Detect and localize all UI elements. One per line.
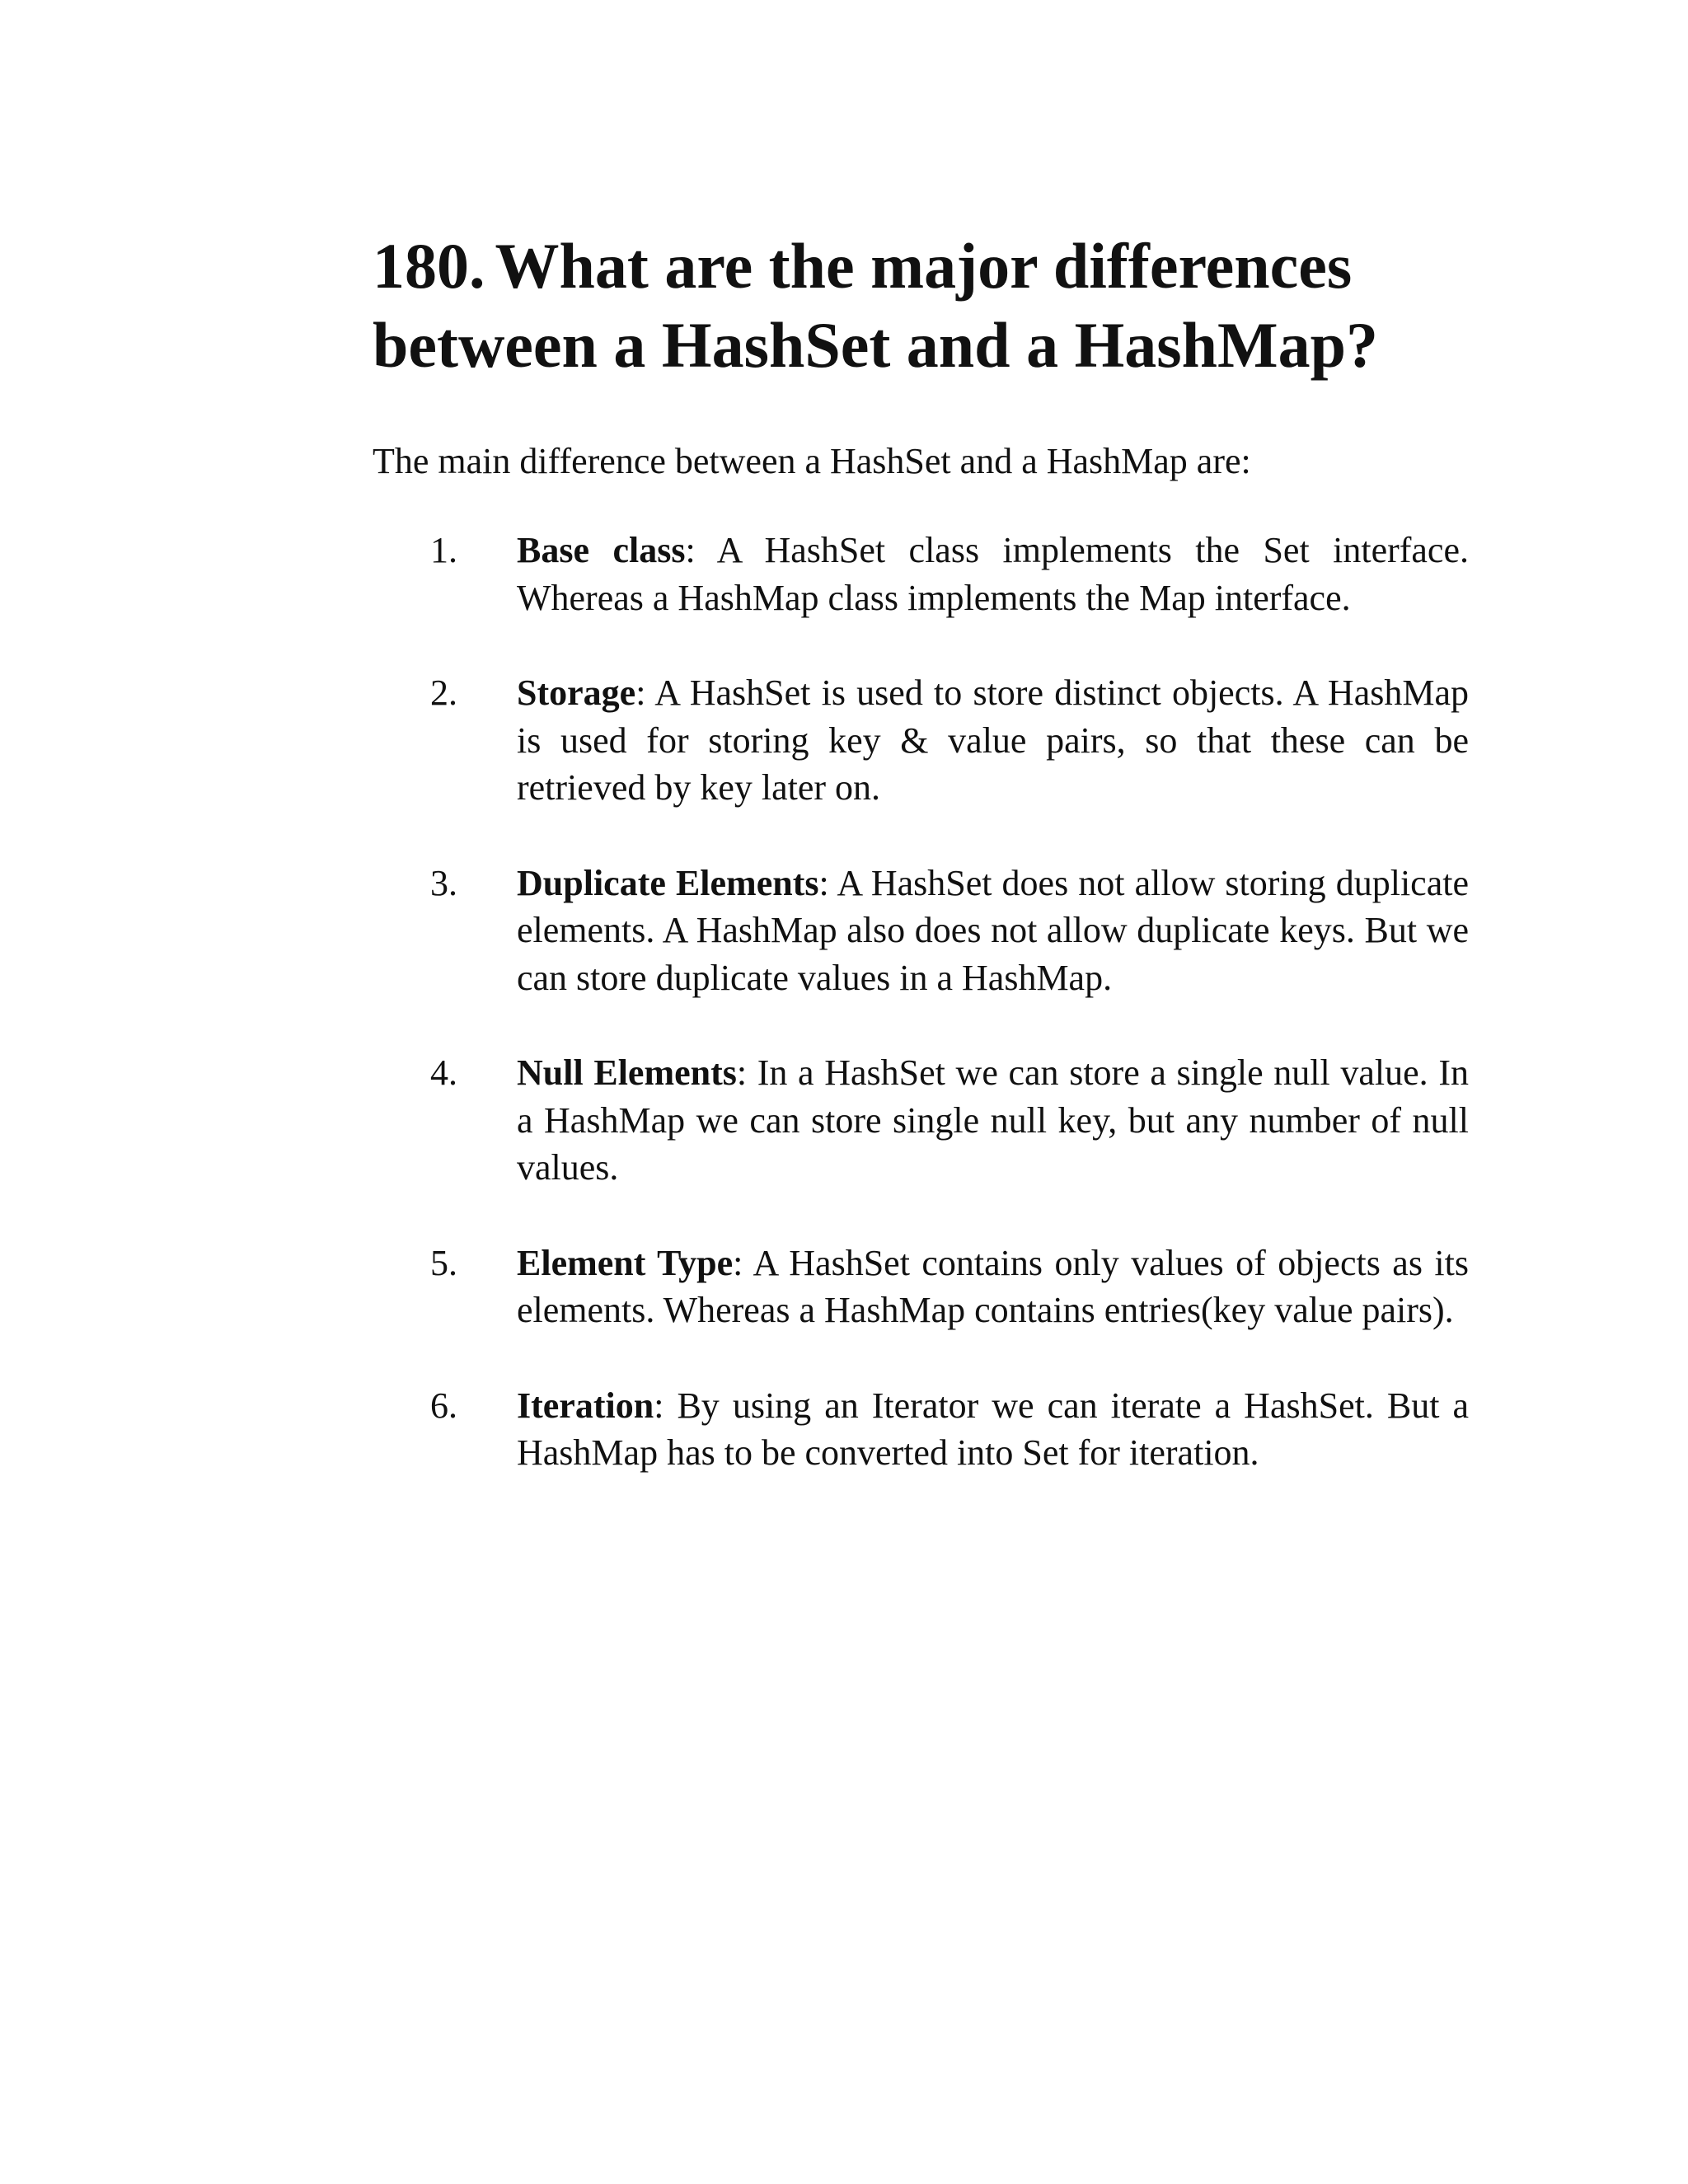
list-item-text: In a HashSet we can store a single null value. In a HashMap we can store single null key, but any number of null values.	[517, 1052, 1469, 1188]
list-item	[373, 669, 1469, 812]
list-item-separator: :	[635, 673, 646, 713]
list-item-text: A HashSet does not allow storing duplicate elements. A HashMap also does not allow duplicate keys. But we can store duplicate values in a HashMap.	[517, 862, 1469, 998]
question-number: 180.	[373, 230, 485, 302]
list-item	[373, 860, 1469, 1002]
list-item-separator: :	[818, 862, 829, 903]
difference-list	[373, 527, 1469, 1477]
list-item-body	[517, 669, 1469, 812]
list-item-separator: :	[654, 1385, 664, 1426]
list-item-number: 3.	[430, 862, 457, 903]
list-item-number: 5.	[430, 1242, 457, 1283]
list-item	[373, 527, 1469, 621]
list-item-separator: :	[685, 530, 696, 570]
list-item-text: A HashSet is used to store distinct objects. A HashMap is used for storing key & value pairs, so that these can be retrieved by key later on.	[517, 673, 1469, 808]
list-item-body	[517, 1240, 1469, 1334]
list-item-number: 1.	[430, 530, 457, 570]
list-item-number: 6.	[430, 1385, 457, 1426]
list-item-term: Iteration	[517, 1385, 654, 1426]
list-item-text: A HashSet contains only values of objects as its elements. Whereas a HashMap contains entries(key value pairs).	[517, 1242, 1469, 1330]
list-item-number: 2.	[430, 673, 457, 713]
list-item-body	[517, 1382, 1469, 1477]
list-item-body	[517, 1049, 1469, 1192]
list-item	[373, 1382, 1469, 1477]
list-item-text: By using an Iterator we can iterate a HashSet. But a HashMap has to be converted into Set for iteration.	[517, 1385, 1469, 1473]
list-item	[373, 1240, 1469, 1334]
list-item-separator: :	[736, 1052, 748, 1093]
list-item-term: Null Elements	[517, 1052, 737, 1093]
intro-paragraph: The main difference between a HashSet and a HashMap are:	[373, 441, 1251, 481]
question-title: What are the major differences between a HashSet and a HashMap?	[373, 230, 1378, 381]
list-item-term: Base class	[517, 530, 686, 570]
list-item-number: 4.	[430, 1052, 457, 1093]
document-page	[373, 227, 1469, 1525]
list-item-separator: :	[733, 1242, 743, 1283]
list-item-term: Duplicate Elements	[517, 862, 819, 903]
question-heading	[373, 227, 1469, 385]
list-item-body	[517, 860, 1469, 1002]
list-item-body	[517, 527, 1469, 621]
list-item-term: Element Type	[517, 1242, 734, 1283]
list-item	[373, 1049, 1469, 1192]
list-item-term: Storage	[517, 673, 636, 713]
list-item-text: A HashSet class implements the Set interface. Whereas a HashMap class implements the Map interface.	[517, 530, 1469, 618]
